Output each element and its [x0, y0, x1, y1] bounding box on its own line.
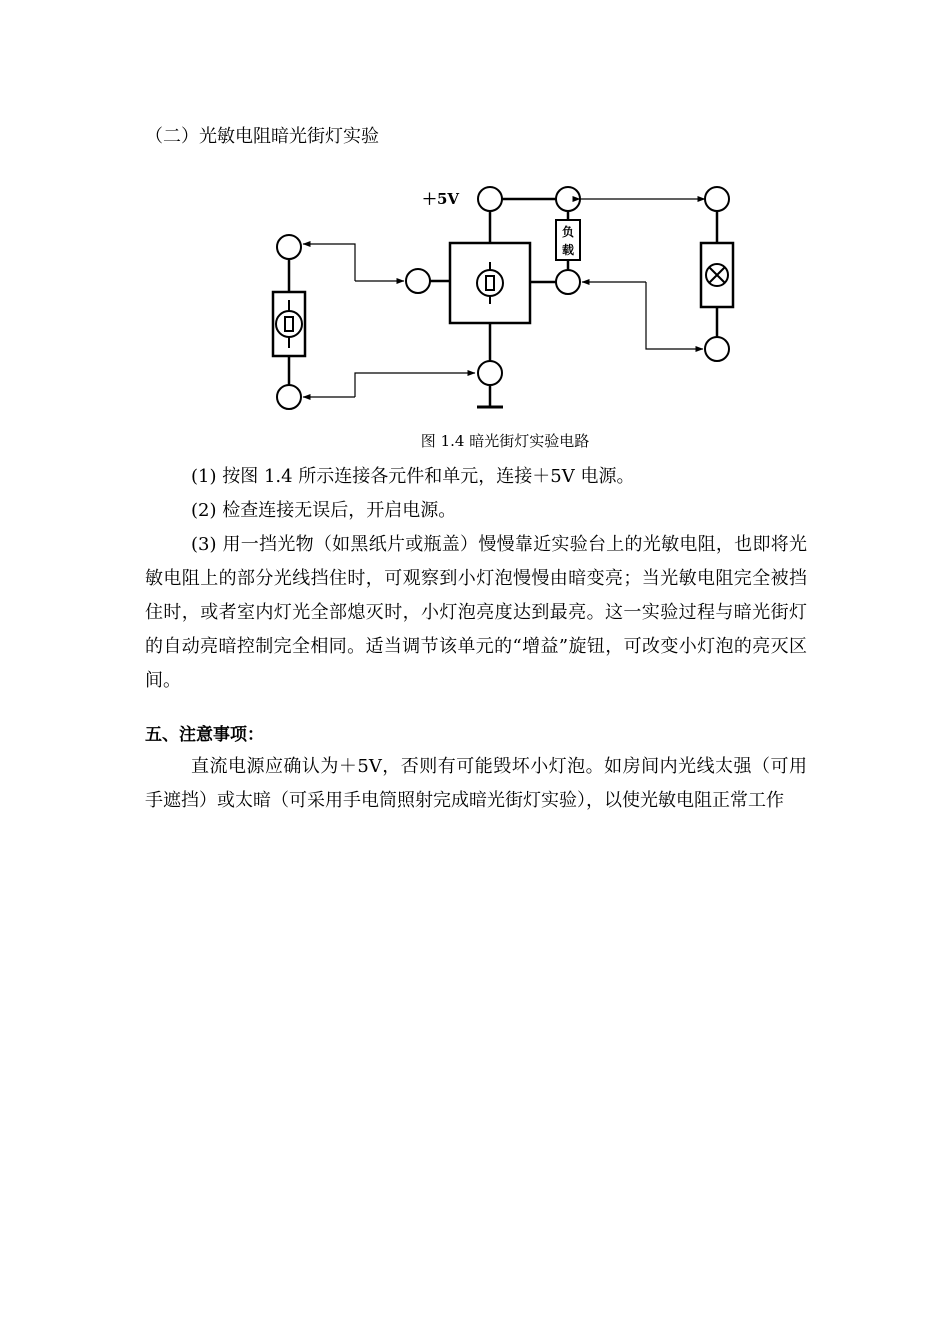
module-output-terminal — [556, 270, 580, 294]
power-label: ＋5V — [422, 190, 460, 208]
notes-heading: 五、注意事项： — [145, 725, 264, 745]
section-title: （二）光敏电阻暗光街灯实验 — [145, 126, 379, 147]
module-input-terminal — [406, 269, 430, 293]
ground-terminal — [478, 361, 502, 385]
step-1: (1) 按图 1.4 所示连接各元件和单元，连接＋5V 电源。 — [191, 466, 635, 487]
figure-caption: 图 1.4 暗光街灯实验电路 — [420, 432, 590, 450]
load-top-terminal — [556, 187, 580, 211]
load-label-2: 载 — [562, 243, 575, 257]
module-photoresistor-icon — [477, 270, 503, 296]
lamp-top-terminal — [705, 187, 729, 211]
load-label-1: 负 — [562, 225, 575, 239]
step-2: (2) 检查连接无误后，开启电源。 — [191, 500, 457, 521]
step-3: (3) 用一挡光物（如黑纸片或瓶盖）慢慢靠近实验台上的光敏电阻，也即将光敏电阻上的部分光线挡住时，可观察到小灯泡慢慢由暗变亮；当光敏电阻完全被挡住时，或者室内灯光全部熄灭时，小灯泡亮度达到最亮。这一实验过程与暗光街灯的自动亮暗控制完全相同。适当调节该单元的“增益”旋钮，可改变小灯泡的亮灭区间。 — [145, 534, 807, 691]
lamp-bottom-terminal — [705, 337, 729, 361]
power-terminal — [478, 187, 502, 211]
circuit-diagram — [260, 180, 740, 416]
photoresistor-icon — [276, 311, 302, 337]
left-bottom-terminal — [277, 385, 301, 409]
left-top-terminal — [277, 235, 301, 259]
photoresistor-module — [450, 243, 530, 323]
notes-text: 直流电源应确认为＋5V，否则有可能毁坏小灯泡。如房间内光线太强（可用手遮挡）或太暗（可采用手电筒照射完成暗光街灯实验），以使光敏电阻正常工作 — [145, 756, 807, 811]
